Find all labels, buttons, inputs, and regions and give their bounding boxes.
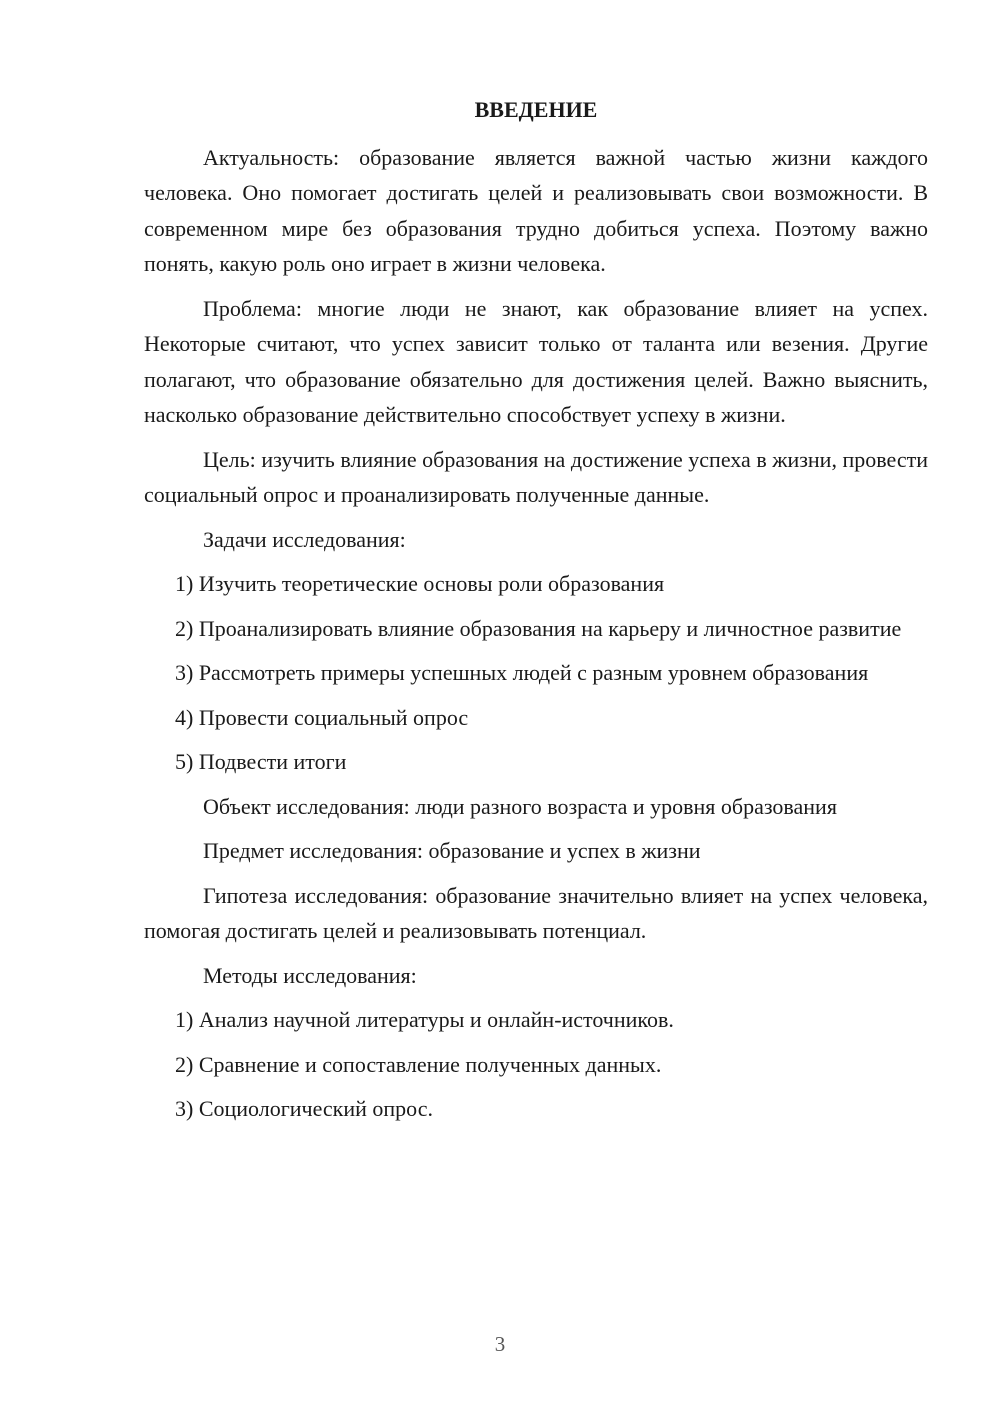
subject-paragraph: Предмет исследования: образование и успех в жизни: [203, 838, 701, 863]
method-item: 1) Анализ научной литературы и онлайн-источников.: [175, 1007, 674, 1032]
task-item: 4) Провести социальный опрос: [175, 704, 469, 730]
methods-heading: Методы исследования:: [203, 962, 417, 988]
relevance-paragraph: Актуальность: образование является важной частью жизни каждого человека. Оно помогает достигать целей и реализовывать свои возможности. В современном мире без образования трудно добиться успеха. Поэтому важно понять, какую роль оно играет в жизни человека.: [144, 144, 928, 276]
task-item: 3) Рассмотреть примеры успешных людей с разным уровнем образования: [175, 660, 869, 685]
task-item: 1) Изучить теоретические основы роли образования: [175, 571, 665, 596]
method-item: 2) Сравнение и сопоставление полученных данных.: [175, 1051, 662, 1077]
problem-paragraph: Проблема: многие люди не знают, как образование влияет на успех. Некоторые считают, что успех зависит только от таланта или везения. Другие полагают, что образование обязательно для достижения целей. Важно выяснить, насколько образование действительно способствует успеху в жизни.: [144, 295, 928, 427]
hypothesis-paragraph: Гипотеза исследования: образование значительно влияет на успех человека, помогая достигать целей и реализовывать потенциал.: [144, 882, 928, 943]
goal-paragraph: Цель: изучить влияние образования на достижение успеха в жизни, провести социальный опрос и проанализировать полученные данные.: [144, 446, 928, 507]
page-number: 3: [494, 1332, 506, 1356]
section-title: ВВЕДЕНИЕ: [474, 97, 598, 122]
tasks-heading: Задачи исследования:: [203, 526, 406, 552]
task-item: 5) Подвести итоги: [175, 749, 347, 774]
document-page: [144, 92, 928, 1136]
method-item: 3) Социологический опрос.: [175, 1096, 433, 1121]
task-item: 2) Проанализировать влияние образования на карьеру и личностное развитие: [175, 615, 902, 641]
object-paragraph: Объект исследования: люди разного возраста и уровня образования: [203, 793, 837, 819]
